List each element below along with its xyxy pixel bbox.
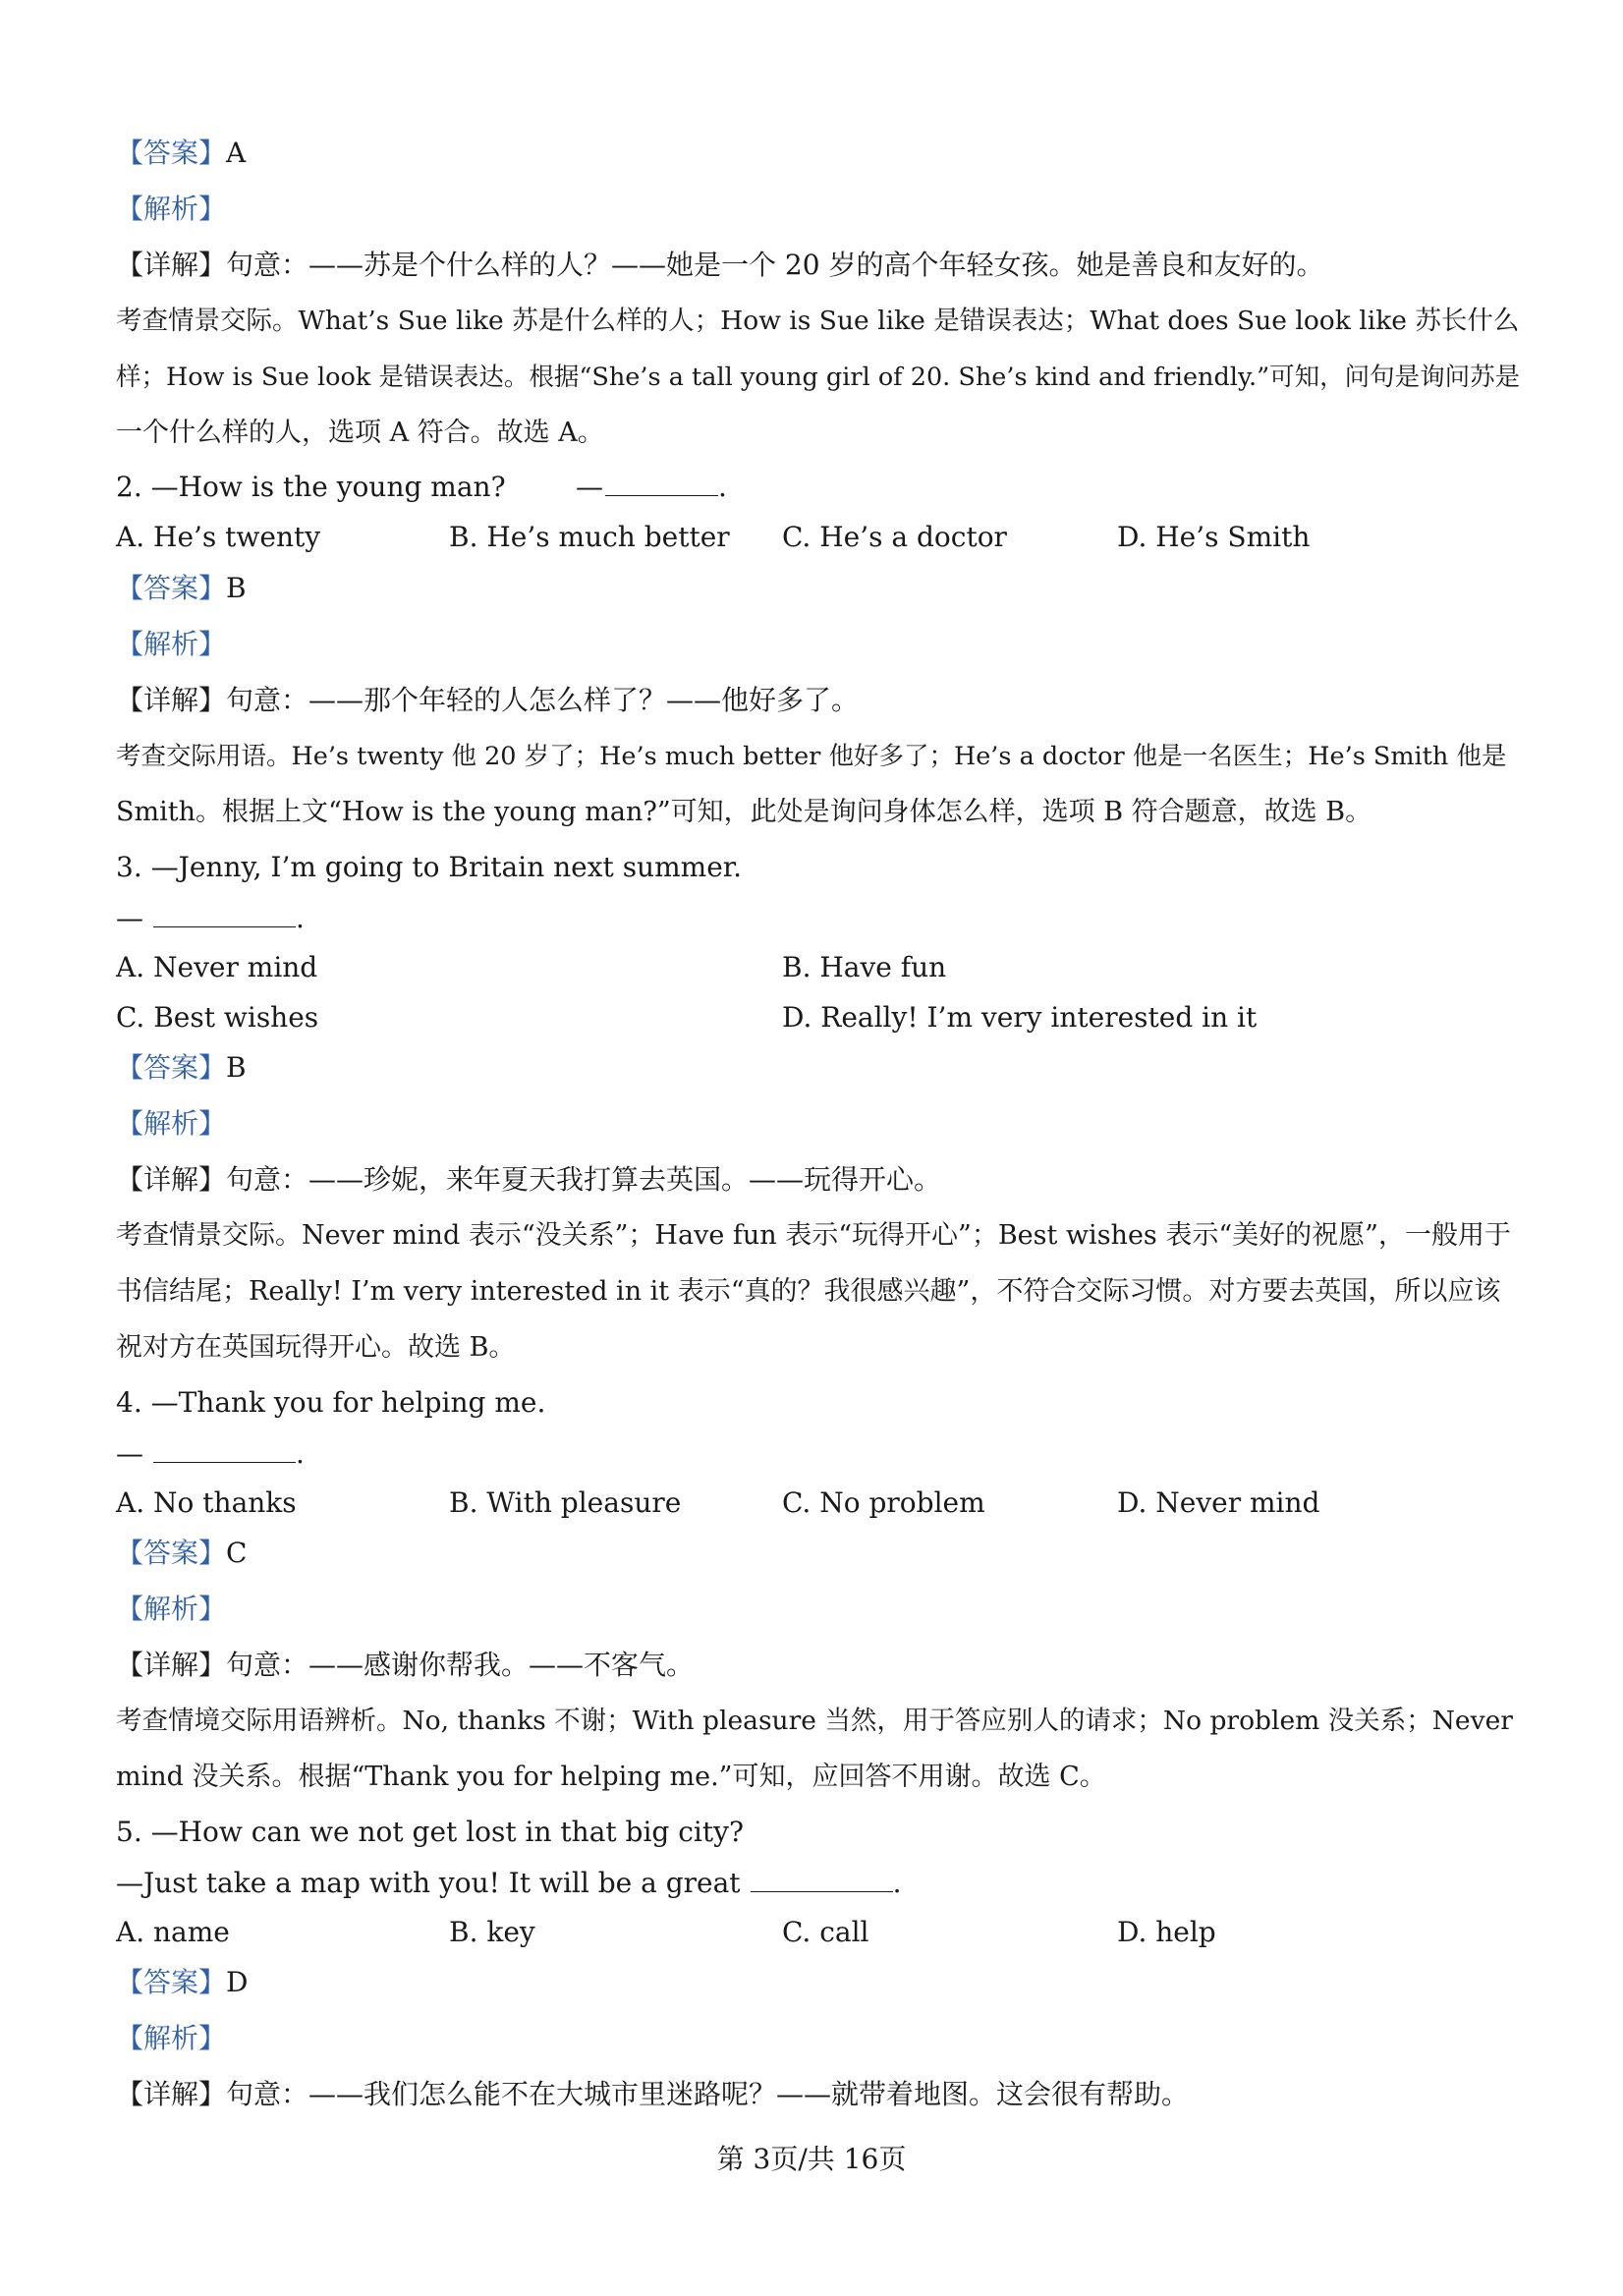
detail-label: 【详解】 <box>116 1163 227 1196</box>
option-a: A. name <box>116 1916 230 1948</box>
analysis-label: 【解析】 <box>116 2022 227 2054</box>
answer-value: B <box>226 572 247 604</box>
detail-line <box>116 1646 1523 1685</box>
explanation-line: mind 没关系。根据“Thank you for helping me.”可知，应回答不用谢。故选 C。 <box>116 1762 1106 1792</box>
explanation-line: 祝对方在英国玩得开心。故选 B。 <box>116 1332 516 1363</box>
period: . <box>892 1867 902 1899</box>
option-d: D. He’s Smith <box>1117 521 1311 553</box>
answer-line <box>116 1534 1523 1573</box>
explanation-line: 考查情景交际。What’s Sue like 苏是什么样的人；How is Sue like 是错误表达；What does Sue look like 苏长什么 <box>116 306 1520 336</box>
answer-blank <box>751 1864 893 1892</box>
response-line <box>116 1434 1523 1474</box>
detail-label: 【详解】 <box>116 2078 227 2110</box>
response-dash: — <box>116 902 143 934</box>
analysis-label: 【解析】 <box>116 628 227 660</box>
option-d: D. help <box>1117 1916 1216 1948</box>
option-b: B. Have fun <box>782 951 947 983</box>
detail-label: 【详解】 <box>116 1649 227 1681</box>
response-text: —Just take a map with you! It will be a great <box>116 1867 741 1899</box>
option-b: B. He’s much better <box>449 521 730 553</box>
option-c: C. He’s a doctor <box>782 521 1007 553</box>
question-2 <box>116 468 1523 507</box>
answer-value: A <box>226 137 247 169</box>
analysis-line <box>116 625 1523 664</box>
answer-value: B <box>226 1051 247 1084</box>
answer-line <box>116 1963 1523 2002</box>
detail-line <box>116 246 1523 285</box>
option-a: A. He’s twenty <box>116 521 321 553</box>
answer-label: 【答案】 <box>116 1051 227 1084</box>
answer-value: C <box>226 1537 248 1569</box>
period: . <box>718 471 727 503</box>
explanation-line: Smith。根据上文“How is the young man?”可知，此处是询问身体怎么样，选项 B 符合题意，故选 B。 <box>116 797 1372 827</box>
page-number: 第 3页/共 16页 <box>716 2143 907 2175</box>
detail-label: 【详解】 <box>116 684 227 716</box>
option-d: D. Really! I’m very interested in it <box>782 1001 1258 1034</box>
answer-blank <box>153 1434 296 1463</box>
explanation-line: 考查交际用语。He’s twenty 他 20 岁了；He’s much better 他好多了；He’s a doctor 他是一名医生；He’s Smith 他是 <box>116 742 1507 771</box>
explanation-line: 书信结尾；Really! I’m very interested in it 表示“真的？我很感兴趣”，不符合交际习惯。对方要去英国，所以应该 <box>116 1276 1501 1307</box>
detail-line <box>116 1160 1523 1200</box>
detail-text: 句意：——苏是个什么样的人？——她是一个 20 岁的高个年轻女孩。她是善良和友好的。 <box>226 249 1324 281</box>
answer-label: 【答案】 <box>116 1966 227 1998</box>
analysis-line <box>116 2019 1523 2058</box>
analysis-label: 【解析】 <box>116 193 227 225</box>
answer-blank <box>605 468 718 496</box>
option-d: D. Never mind <box>1117 1486 1320 1519</box>
response-line <box>116 899 1523 938</box>
detail-label: 【详解】 <box>116 249 227 281</box>
option-b: B. key <box>449 1916 535 1948</box>
answer-value: D <box>226 1966 249 1998</box>
response-dash: — <box>576 471 603 503</box>
question-5: 5. —How can we not get lost in that big city? <box>116 1816 744 1848</box>
detail-text: 句意：——我们怎么能不在大城市里迷路呢？——就带着地图。这会很有帮助。 <box>226 2078 1190 2110</box>
answer-label: 【答案】 <box>116 137 227 169</box>
analysis-line <box>116 1590 1523 1629</box>
question-text: 2. —How is the young man? <box>116 471 506 503</box>
analysis-label: 【解析】 <box>116 1593 227 1625</box>
analysis-label: 【解析】 <box>116 1107 227 1140</box>
response-line <box>576 468 727 507</box>
answer-blank <box>153 899 296 927</box>
explanation-line: 考查情景交际。Never mind 表示“没关系”；Have fun 表示“玩得开心”；Best wishes 表示“美好的祝愿”，一般用于 <box>116 1220 1511 1251</box>
explanation-line: 一个什么样的人，选项 A 符合。故选 A。 <box>116 418 604 448</box>
option-c: C. Best wishes <box>116 1001 319 1034</box>
answer-label: 【答案】 <box>116 572 227 604</box>
detail-text: 句意：——珍妮，来年夏天我打算去英国。——玩得开心。 <box>226 1163 942 1196</box>
answer-line <box>116 134 1523 173</box>
option-c: C. No problem <box>782 1486 985 1519</box>
period: . <box>296 902 305 934</box>
answer-line <box>116 569 1523 608</box>
detail-line <box>116 2075 1523 2114</box>
answer-line <box>116 1048 1523 1088</box>
response-dash: — <box>116 1437 143 1470</box>
detail-text: 句意：——感谢你帮我。——不客气。 <box>226 1649 695 1681</box>
explanation-line: 考查情境交际用语辨析。No, thanks 不谢；With pleasure 当然，用于答应别人的请求；No problem 没关系；Never <box>116 1706 1513 1736</box>
question-4: 4. —Thank you for helping me. <box>116 1386 546 1419</box>
option-c: C. call <box>782 1916 869 1948</box>
option-a: A. No thanks <box>116 1486 297 1519</box>
question-3: 3. —Jenny, I’m going to Britain next summer. <box>116 851 742 883</box>
option-a: A. Never mind <box>116 951 318 983</box>
analysis-line <box>116 1104 1523 1144</box>
response-line <box>116 1864 1523 1903</box>
analysis-line <box>116 190 1523 229</box>
explanation-line: 样；How is Sue look 是错误表达。根据“She’s a tall young girl of 20. She’s kind and friendly.”可知，问句是询问苏是 <box>116 363 1521 392</box>
option-b: B. With pleasure <box>449 1486 682 1519</box>
detail-text: 句意：——那个年轻的人怎么样了？——他好多了。 <box>226 684 860 716</box>
detail-line <box>116 681 1523 720</box>
period: . <box>296 1437 305 1470</box>
answer-label: 【答案】 <box>116 1537 227 1569</box>
